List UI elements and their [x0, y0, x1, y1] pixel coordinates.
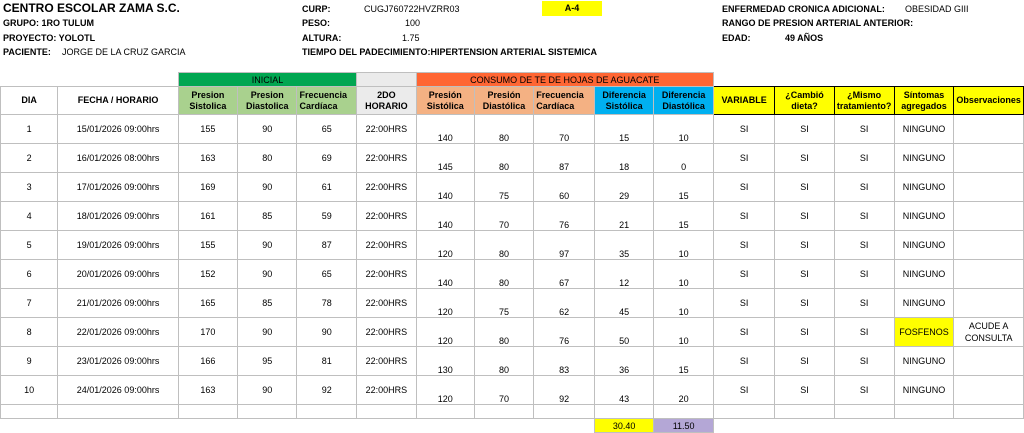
col-ps-te: Presión Sistólica: [416, 87, 474, 115]
fecha-cell: 23/01/2026 09:00hrs: [58, 347, 178, 376]
col-variable: VARIABLE: [713, 87, 774, 115]
horario2-cell: 22:00HRS: [357, 173, 416, 202]
pd-inicial-cell: 90: [238, 173, 297, 202]
sintomas-cell: FOSFENOS: [894, 318, 954, 347]
dieta-cell: SI: [775, 115, 834, 144]
pd-te-cell: 70: [474, 202, 533, 231]
altura-value: 1.75: [402, 33, 420, 43]
ps-inicial-cell: 152: [178, 260, 237, 289]
tratamiento-cell: SI: [834, 260, 894, 289]
variable-cell: SI: [713, 173, 774, 202]
ps-te-cell: 120: [416, 289, 474, 318]
dia-cell: 8: [1, 318, 58, 347]
altura-label: ALTURA:: [302, 33, 342, 43]
paciente-label: PACIENTE:: [3, 47, 51, 57]
dieta-cell: SI: [775, 202, 834, 231]
variable-cell: SI: [713, 202, 774, 231]
tratamiento-cell: SI: [834, 173, 894, 202]
col-dif-sistolica: Diferencia Sistólica: [594, 87, 653, 115]
fecha-cell: 17/01/2026 09:00hrs: [58, 173, 178, 202]
enfermedad-value: OBESIDAD GIII: [905, 4, 969, 14]
fecha-cell: 16/01/2026 08:00hrs: [58, 144, 178, 173]
col-pd-inicial: Presion Diastolica: [238, 87, 297, 115]
ps-te-cell: 145: [416, 144, 474, 173]
dif-diastolica-cell: 0: [654, 144, 713, 173]
horario2-cell: 22:00HRS: [357, 260, 416, 289]
dia-cell: 9: [1, 347, 58, 376]
edad-label: EDAD:: [722, 33, 751, 43]
ps-te-cell: 120: [416, 376, 474, 405]
column-header-row: [1, 87, 1024, 115]
fc-inicial-cell: 92: [297, 376, 357, 405]
spacer-row: [1, 405, 1024, 419]
dieta-cell: SI: [775, 144, 834, 173]
dieta-cell: SI: [775, 231, 834, 260]
peso-label: PESO:: [302, 18, 331, 28]
observaciones-cell: [954, 376, 1024, 405]
dif-diastolica-cell: 15: [654, 347, 713, 376]
group-consumo: CONSUMO DE TE DE HOJAS DE AGUACATE: [416, 73, 713, 87]
horario2-cell: 22:00HRS: [357, 376, 416, 405]
dia-cell: 2: [1, 144, 58, 173]
dif-sistolica-cell: 15: [594, 115, 653, 144]
variable-cell: SI: [713, 231, 774, 260]
variable-cell: SI: [713, 289, 774, 318]
ps-te-cell: 120: [416, 231, 474, 260]
pd-inicial-cell: 90: [238, 318, 297, 347]
dif-sistolica-cell: 18: [594, 144, 653, 173]
table-row: [1, 347, 1024, 376]
dif-diastolica-cell: 10: [654, 318, 713, 347]
pd-te-cell: 75: [474, 173, 533, 202]
pd-te-cell: 70: [474, 376, 533, 405]
pd-inicial-cell: 85: [238, 202, 297, 231]
ps-inicial-cell: 170: [178, 318, 237, 347]
dieta-cell: SI: [775, 289, 834, 318]
dif-sistolica-cell: 43: [594, 376, 653, 405]
sintomas-cell: NINGUNO: [894, 115, 954, 144]
horario2-cell: 22:00HRS: [357, 289, 416, 318]
variable-cell: SI: [713, 318, 774, 347]
dif-diastolica-cell: 10: [654, 115, 713, 144]
pd-inicial-cell: 90: [238, 260, 297, 289]
dif-diastolica-cell: 10: [654, 260, 713, 289]
pd-te-cell: 80: [474, 260, 533, 289]
col-pd-te: Presión Diastólica: [474, 87, 533, 115]
sintomas-cell: NINGUNO: [894, 289, 954, 318]
table-row: [1, 144, 1024, 173]
dif-diastolica-cell: 10: [654, 289, 713, 318]
observaciones-cell: [954, 347, 1024, 376]
tratamiento-cell: SI: [834, 318, 894, 347]
pd-te-cell: 80: [474, 318, 533, 347]
ps-inicial-cell: 155: [178, 115, 237, 144]
dia-cell: 4: [1, 202, 58, 231]
sintomas-cell: NINGUNO: [894, 173, 954, 202]
pd-inicial-cell: 90: [238, 231, 297, 260]
group-header-row: [1, 73, 1024, 87]
ps-inicial-cell: 161: [178, 202, 237, 231]
ps-te-cell: 140: [416, 202, 474, 231]
table-row: [1, 289, 1024, 318]
paciente-name: JORGE DE LA CRUZ GARCIA: [62, 47, 186, 57]
fc-te-cell: 76: [534, 318, 595, 347]
col-observaciones: Observaciones: [954, 87, 1024, 115]
bp-table: [0, 72, 1024, 433]
tratamiento-cell: SI: [834, 376, 894, 405]
ps-te-cell: 140: [416, 173, 474, 202]
col-sintomas: Síntomas agregados: [894, 87, 954, 115]
school-title: CENTRO ESCOLAR ZAMA S.C.: [3, 1, 180, 15]
dif-sistolica-cell: 45: [594, 289, 653, 318]
curp-label: CURP:: [302, 4, 331, 14]
variable-cell: SI: [713, 347, 774, 376]
proyecto-text: PROYECTO: YOLOTL: [3, 33, 96, 43]
dieta-cell: SI: [775, 318, 834, 347]
sintomas-cell: NINGUNO: [894, 202, 954, 231]
sintomas-cell: NINGUNO: [894, 376, 954, 405]
pd-te-cell: 80: [474, 231, 533, 260]
tratamiento-cell: SI: [834, 202, 894, 231]
observaciones-cell: ACUDE A CONSULTA: [954, 318, 1024, 347]
ps-te-cell: 120: [416, 318, 474, 347]
pd-te-cell: 75: [474, 289, 533, 318]
peso-value: 100: [405, 18, 421, 28]
avg-dif-sistolica: 30.40: [594, 419, 653, 433]
fecha-cell: 22/01/2026 09:00hrs: [58, 318, 178, 347]
fc-te-cell: 60: [534, 173, 595, 202]
pd-inicial-cell: 80: [238, 144, 297, 173]
tratamiento-cell: SI: [834, 347, 894, 376]
fc-inicial-cell: 81: [297, 347, 357, 376]
col-ps-inicial: Presion Sistolica: [178, 87, 237, 115]
fc-te-cell: 70: [534, 115, 595, 144]
ps-inicial-cell: 163: [178, 376, 237, 405]
avg-dif-diastolica: 11.50: [654, 419, 713, 433]
ps-te-cell: 140: [416, 115, 474, 144]
dif-diastolica-cell: 20: [654, 376, 713, 405]
fc-inicial-cell: 65: [297, 260, 357, 289]
dif-sistolica-cell: 35: [594, 231, 653, 260]
ps-inicial-cell: 169: [178, 173, 237, 202]
ps-te-cell: 140: [416, 260, 474, 289]
ps-inicial-cell: 155: [178, 231, 237, 260]
table-row: [1, 173, 1024, 202]
col-dieta: ¿Cambió dieta?: [775, 87, 834, 115]
dif-sistolica-cell: 21: [594, 202, 653, 231]
grupo-text: GRUPO: 1RO TULUM: [3, 18, 94, 28]
tiempo-padecimiento: TIEMPO DEL PADECIMIENTO:HIPERTENSION ARTERIAL SISTEMICA: [302, 47, 598, 57]
fc-te-cell: 67: [534, 260, 595, 289]
horario2-cell: 22:00HRS: [357, 231, 416, 260]
horario2-cell: 22:00HRS: [357, 318, 416, 347]
sintomas-cell: NINGUNO: [894, 347, 954, 376]
dif-sistolica-cell: 29: [594, 173, 653, 202]
dif-diastolica-cell: 15: [654, 173, 713, 202]
col-tratamiento: ¿Mismo tratamiento?: [834, 87, 894, 115]
tratamiento-cell: SI: [834, 231, 894, 260]
table-row: [1, 115, 1024, 144]
dieta-cell: SI: [775, 347, 834, 376]
observaciones-cell: [954, 231, 1024, 260]
sintomas-cell: NINGUNO: [894, 260, 954, 289]
dia-cell: 10: [1, 376, 58, 405]
dia-cell: 3: [1, 173, 58, 202]
dieta-cell: SI: [775, 376, 834, 405]
ps-inicial-cell: 166: [178, 347, 237, 376]
rango-label: RANGO DE PRESION ARTERIAL ANTERIOR:: [722, 18, 914, 28]
tratamiento-cell: SI: [834, 289, 894, 318]
fc-te-cell: 92: [534, 376, 595, 405]
fecha-cell: 20/01/2026 09:00hrs: [58, 260, 178, 289]
fecha-cell: 15/01/2026 09:00hrs: [58, 115, 178, 144]
dif-diastolica-cell: 10: [654, 231, 713, 260]
dia-cell: 7: [1, 289, 58, 318]
observaciones-cell: [954, 289, 1024, 318]
fc-te-cell: 87: [534, 144, 595, 173]
variable-cell: SI: [713, 144, 774, 173]
horario2-cell: 22:00HRS: [357, 144, 416, 173]
pd-inicial-cell: 90: [238, 115, 297, 144]
fc-te-cell: 76: [534, 202, 595, 231]
fc-te-cell: 97: [534, 231, 595, 260]
fecha-cell: 24/01/2026 09:00hrs: [58, 376, 178, 405]
col-dia: DIA: [1, 87, 58, 115]
code-badge: A-4: [542, 1, 602, 16]
pd-te-cell: 80: [474, 144, 533, 173]
dif-sistolica-cell: 36: [594, 347, 653, 376]
horario2-cell: 22:00HRS: [357, 202, 416, 231]
fecha-cell: 18/01/2026 09:00hrs: [58, 202, 178, 231]
observaciones-cell: [954, 115, 1024, 144]
fc-te-cell: 62: [534, 289, 595, 318]
pd-te-cell: 80: [474, 347, 533, 376]
fc-te-cell: 83: [534, 347, 595, 376]
fc-inicial-cell: 78: [297, 289, 357, 318]
pd-inicial-cell: 90: [238, 376, 297, 405]
sintomas-cell: NINGUNO: [894, 144, 954, 173]
totals-row: [1, 419, 1024, 433]
fc-inicial-cell: 59: [297, 202, 357, 231]
dieta-cell: SI: [775, 260, 834, 289]
horario2-cell: 22:00HRS: [357, 115, 416, 144]
pd-inicial-cell: 85: [238, 289, 297, 318]
dia-cell: 6: [1, 260, 58, 289]
col-horario2: 2DO HORARIO: [357, 87, 416, 115]
dia-cell: 5: [1, 231, 58, 260]
col-fc-te: Frecuencia Cardíaca: [534, 87, 595, 115]
fc-inicial-cell: 69: [297, 144, 357, 173]
col-fecha: FECHA / HORARIO: [58, 87, 178, 115]
fc-inicial-cell: 65: [297, 115, 357, 144]
edad-value: 49 AÑOS: [785, 33, 824, 43]
pd-te-cell: 80: [474, 115, 533, 144]
variable-cell: SI: [713, 376, 774, 405]
horario2-cell: 22:00HRS: [357, 347, 416, 376]
dia-cell: 1: [1, 115, 58, 144]
group-inicial: INICIAL: [178, 73, 356, 87]
observaciones-cell: [954, 202, 1024, 231]
col-fc-inicial: Frecuencia Cardíaca: [297, 87, 357, 115]
sintomas-cell: NINGUNO: [894, 231, 954, 260]
variable-cell: SI: [713, 260, 774, 289]
table-row: [1, 376, 1024, 405]
variable-cell: SI: [713, 115, 774, 144]
fc-inicial-cell: 61: [297, 173, 357, 202]
dieta-cell: SI: [775, 173, 834, 202]
enfermedad-label: ENFERMEDAD CRONICA ADICIONAL:: [722, 4, 885, 14]
dif-sistolica-cell: 12: [594, 260, 653, 289]
col-dif-diastolica: Diferencia Diastólica: [654, 87, 713, 115]
fc-inicial-cell: 90: [297, 318, 357, 347]
pd-inicial-cell: 95: [238, 347, 297, 376]
ps-inicial-cell: 165: [178, 289, 237, 318]
curp-value: CUGJ760722HVZRR03: [364, 4, 460, 14]
observaciones-cell: [954, 260, 1024, 289]
fecha-cell: 21/01/2026 09:00hrs: [58, 289, 178, 318]
tratamiento-cell: SI: [834, 115, 894, 144]
table-row: [1, 318, 1024, 347]
observaciones-cell: [954, 144, 1024, 173]
fecha-cell: 19/01/2026 09:00hrs: [58, 231, 178, 260]
fc-inicial-cell: 87: [297, 231, 357, 260]
table-row: [1, 202, 1024, 231]
tratamiento-cell: SI: [834, 144, 894, 173]
table-row: [1, 231, 1024, 260]
table-row: [1, 260, 1024, 289]
dif-diastolica-cell: 15: [654, 202, 713, 231]
ps-te-cell: 130: [416, 347, 474, 376]
ps-inicial-cell: 163: [178, 144, 237, 173]
dif-sistolica-cell: 50: [594, 318, 653, 347]
observaciones-cell: [954, 173, 1024, 202]
